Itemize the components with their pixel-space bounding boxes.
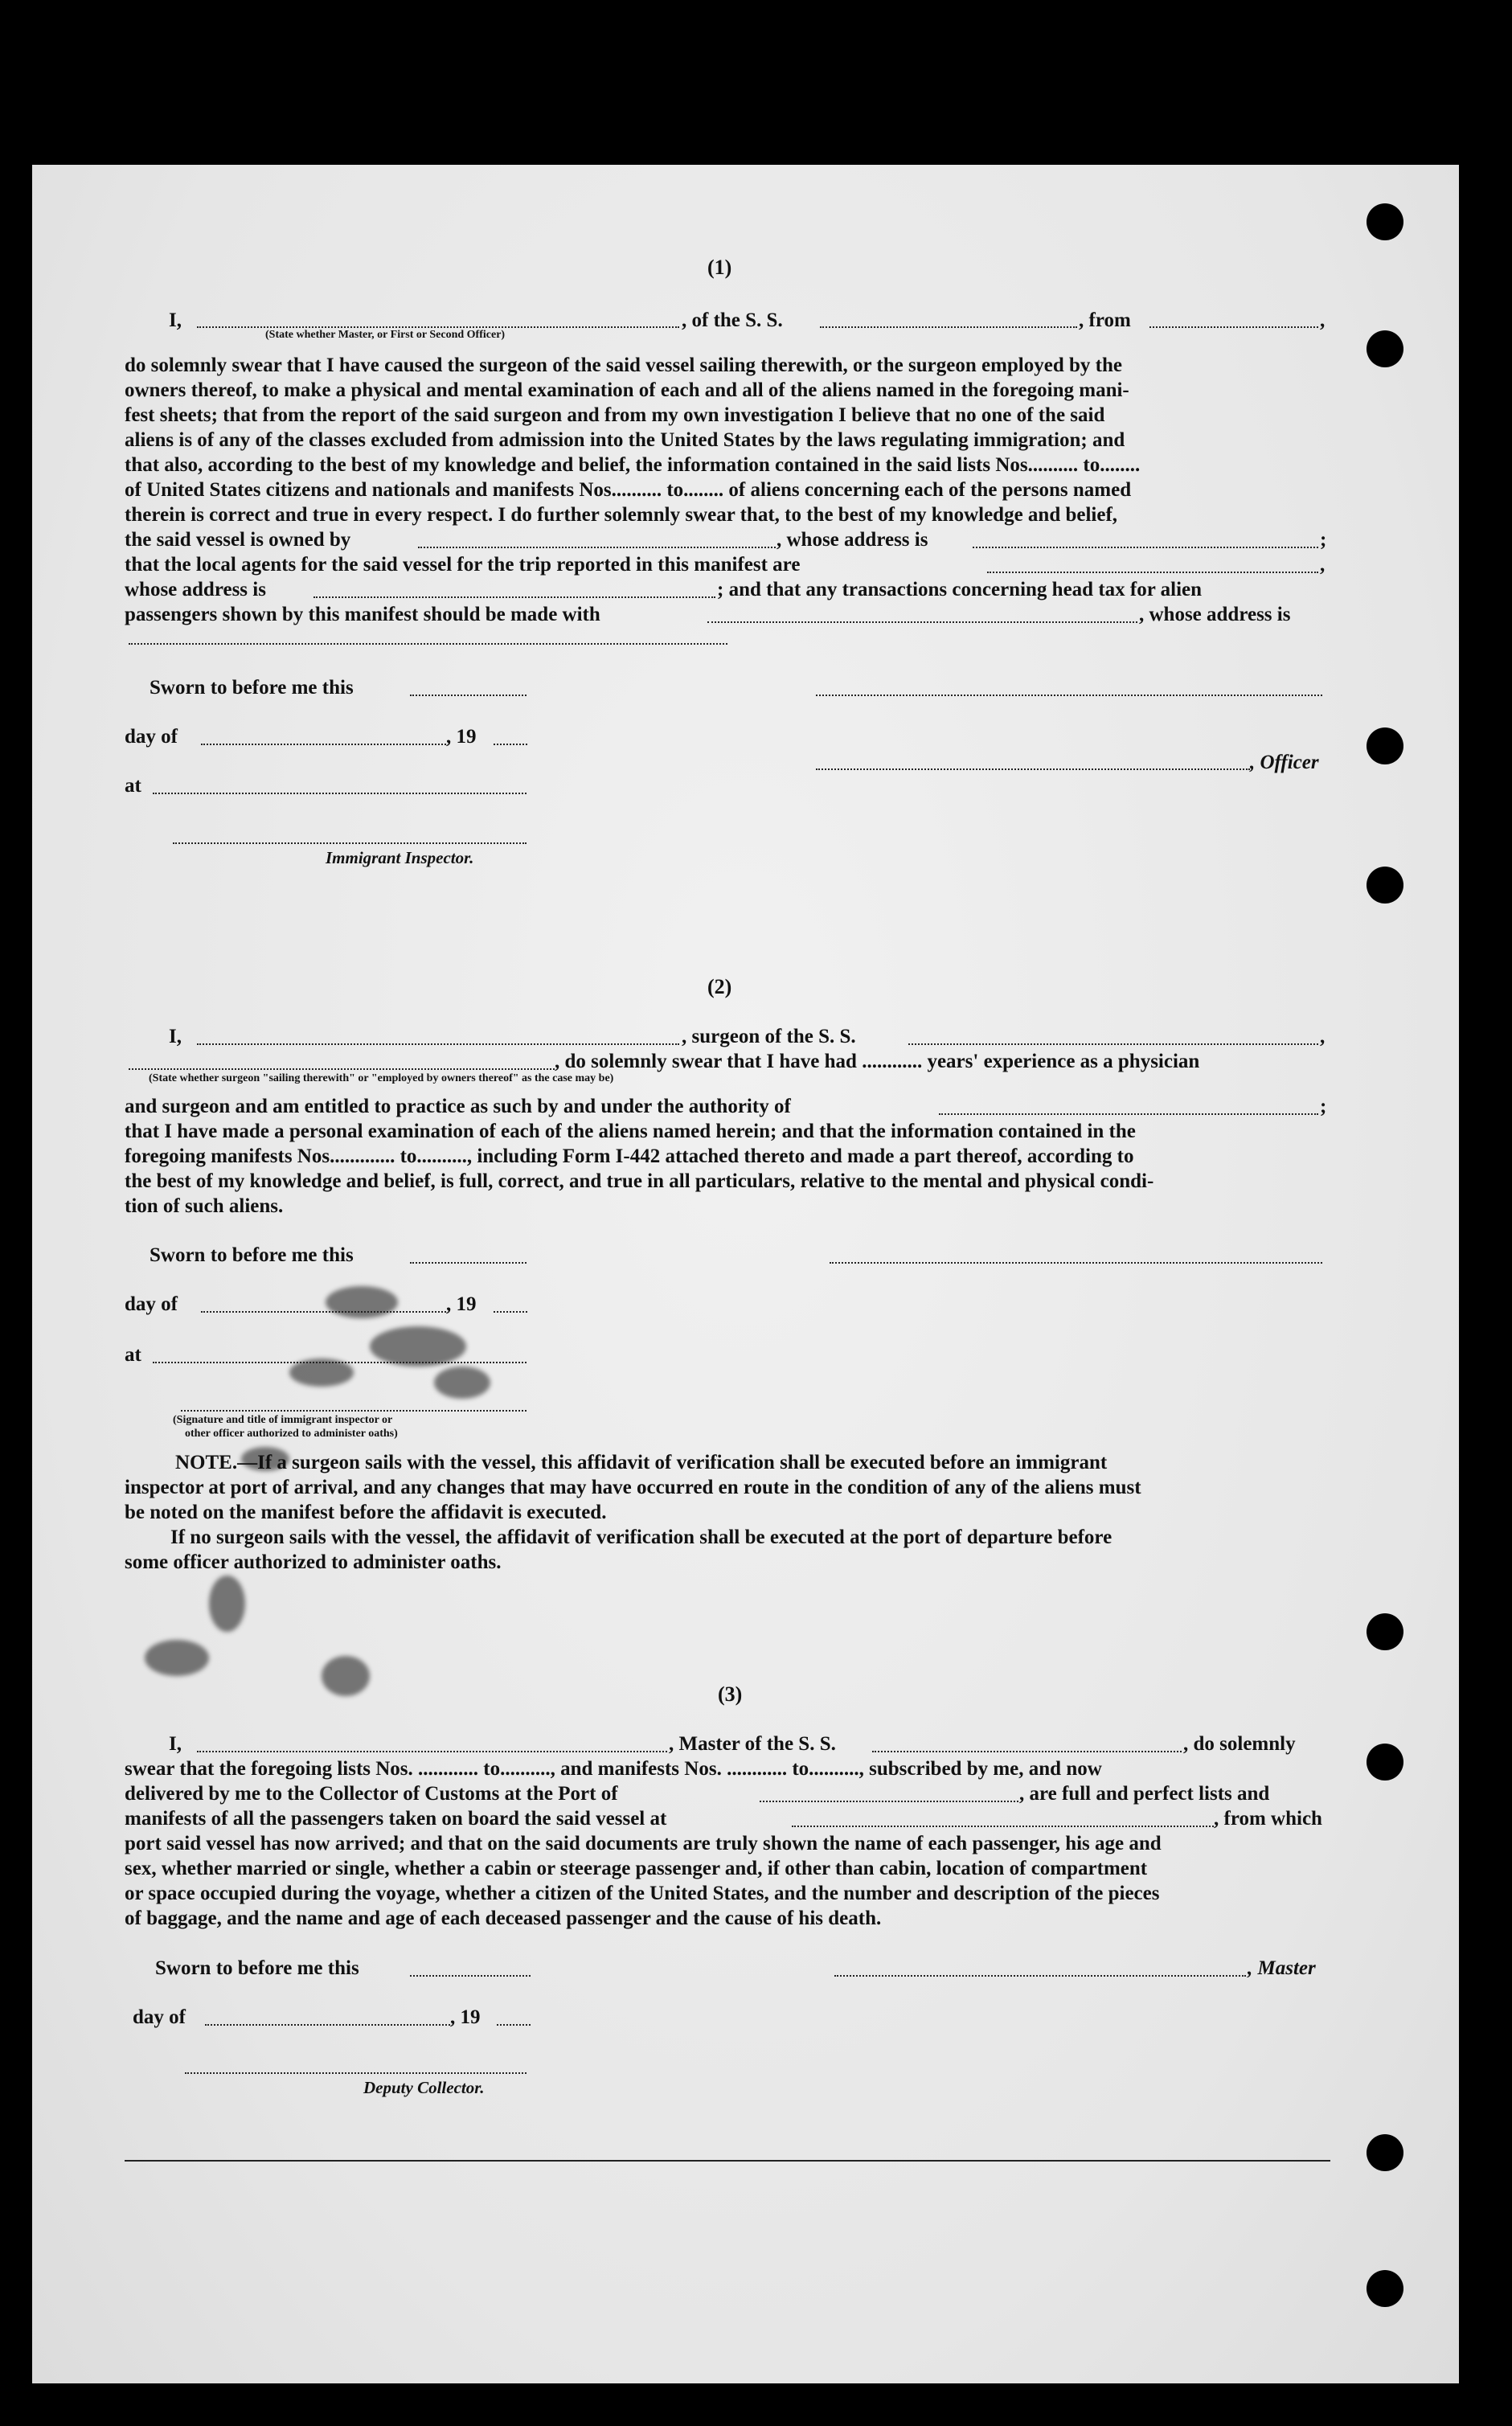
do-solemnly-years-text: , do solemnly swear that I have had ............ years' experience as a physician — [555, 1051, 1200, 1072]
immigrant-inspector-label: Immigrant Inspector. — [326, 848, 474, 867]
owner-address-line — [973, 547, 1318, 548]
manifests-all-label: manifests of all the passengers taken on board the said vessel at — [125, 1808, 667, 1830]
s3-do-solemnly: , do solemnly — [1183, 1733, 1296, 1755]
deputy-collector-label: Deputy Collector. — [363, 2078, 485, 2097]
s2-sworn-label: Sworn to before me this — [150, 1244, 354, 1266]
passengers-shown-label: passengers shown by this manifest should be made with — [125, 604, 600, 625]
ink-smudge — [326, 1286, 398, 1318]
signature-note-1: (Signature and title of immigrant inspector or — [173, 1414, 393, 1426]
from-which-text: , from which — [1214, 1808, 1322, 1830]
surgeon-of-ss-label: , surgeon of the S. S. — [682, 1026, 856, 1047]
section-2-i: I, — [169, 1026, 182, 1047]
note-line-1: NOTE.—If a surgeon sails with the vessel, this affidavit of verification shall be executed before an immigrant — [175, 1452, 1108, 1473]
s3-master-name-line — [197, 1751, 667, 1752]
section-1-line-7: therein is correct and true in every respect. I do further solemnly swear that, to the best of my knowledge and belief, — [125, 504, 1118, 526]
comma: , — [1320, 554, 1326, 576]
s2-day-line — [201, 1311, 446, 1313]
section-3-i: I, — [169, 1733, 182, 1755]
head-tax-text: ; and that any transactions concerning head tax for alien — [717, 579, 1203, 600]
note-line-5: some officer authorized to administer oaths. — [125, 1551, 502, 1573]
section-2-number: (2) — [707, 975, 732, 998]
s3-year-line — [497, 2024, 531, 2026]
s1-at-label: at — [125, 775, 141, 797]
from-port-line — [1149, 326, 1318, 328]
owner-address-label: , whose address is — [776, 529, 928, 551]
s3-sworn-line — [410, 1975, 531, 1977]
section-1-line-6: of United States citizens and nationals and manifests Nos.......... to........ of aliens concerning each of the persons named — [125, 479, 1132, 501]
s2-vessel-line — [908, 1043, 1318, 1045]
s1-year-label: , 19 — [446, 726, 477, 748]
section-1-from: , from — [1079, 309, 1131, 331]
section-1-line-3: fest sheets; that from the report of the said surgeon and from my own investigation I believe that no one of the said — [125, 404, 1105, 426]
s3-day-line — [205, 2024, 450, 2026]
s2-year-label: , 19 — [446, 1293, 477, 1315]
section-1-of-ss: , of the S. S. — [682, 309, 783, 331]
master-label: , Master — [1248, 1957, 1316, 1979]
s2-sworn-line — [410, 1262, 527, 1264]
section-1-state-note: (State whether Master, or First or Second Officer) — [265, 329, 506, 341]
note-line-2: inspector at port of arrival, and any changes that may have occurred en route in the condition of any of the aliens must — [125, 1477, 1141, 1498]
section-3-line-4: of baggage, and the name and age of each deceased passenger and the cause of his death. — [125, 1908, 882, 1929]
signature-note-2: other officer authorized to administer oaths) — [185, 1428, 398, 1440]
section-2-state-note: (State whether surgeon "sailing therewith" or "employed by owners thereof" as the case may be) — [149, 1072, 614, 1084]
punch-hole — [1367, 2134, 1403, 2171]
local-agents-line — [987, 572, 1318, 573]
officer-signature-line-2 — [816, 768, 1250, 770]
punch-hole — [1367, 1744, 1403, 1781]
section-3-line-3: or space occupied during the voyage, whether a citizen of the United States, and the number and description of the pieces — [125, 1883, 1160, 1904]
collector-line — [185, 2072, 527, 2074]
section-2-line-3: the best of my knowledge and belief, is full, correct, and true in all particulars, relative to the mental and physical condi- — [125, 1170, 1154, 1192]
note-line-3: be noted on the manifest before the affidavit is executed. — [125, 1502, 607, 1523]
punch-hole — [1367, 867, 1403, 904]
s1-inspector-line — [173, 842, 527, 844]
note-line-4: If no surgeon sails with the vessel, the affidavit of verification shall be executed at the port of departure before — [170, 1526, 1112, 1548]
section-1-i: I, — [169, 309, 182, 331]
surgeon-name-line — [197, 1043, 679, 1045]
s3-sworn-label: Sworn to before me this — [155, 1957, 359, 1979]
port-line — [760, 1801, 1018, 1802]
head-tax-address-label: , whose address is — [1139, 604, 1291, 625]
section-2-line-4: tion of such aliens. — [125, 1195, 284, 1217]
section-1-line-2: owners thereof, to make a physical and mental examination of each and all of the aliens named in the foregoing mani- — [125, 379, 1129, 401]
comma: , — [1320, 309, 1326, 331]
embark-port-line — [792, 1826, 1214, 1827]
authority-line — [939, 1113, 1318, 1115]
punch-hole — [1367, 2270, 1403, 2307]
section-2-line-2: foregoing manifests Nos............. to.........., including Form I-442 attached thereto and made a part thereof, according to — [125, 1145, 1134, 1167]
ink-smudge — [322, 1656, 370, 1696]
section-3-line-2: sex, whether married or single, whether a cabin or steerage passenger and, if other than cabin, location of compartment — [125, 1858, 1148, 1879]
section-2-line-1: that I have made a personal examination of each of the aliens named herein; and that the information contained in the — [125, 1121, 1136, 1142]
local-agents-label: that the local agents for the said vessel for the trip reported in this manifest are — [125, 554, 801, 576]
surgeon-status-line — [129, 1068, 555, 1070]
s2-at-label: at — [125, 1344, 141, 1366]
punch-hole — [1367, 1613, 1403, 1650]
s2-at-line — [153, 1362, 527, 1363]
swear-lists-text: swear that the foregoing lists Nos. ............ to.........., and manifests Nos. ............ to.........., subscribed by me, and now — [125, 1758, 1102, 1780]
bottom-rule — [125, 2160, 1330, 2162]
owned-by-label: the said vessel is owned by — [125, 529, 351, 551]
s3-day-of-label: day of — [133, 2006, 186, 2028]
ink-smudge — [434, 1367, 490, 1399]
punch-hole — [1367, 203, 1403, 240]
officer-label: , Officer — [1250, 752, 1319, 773]
s1-day-of-label: day of — [125, 726, 178, 748]
s1-at-line — [153, 793, 527, 794]
agents-address-label: whose address is — [125, 579, 266, 600]
ink-smudge — [145, 1640, 209, 1676]
section-1-line-1: do solemnly swear that I have caused the surgeon of the said vessel sailing therewith, or the surgeon employed by the — [125, 354, 1122, 376]
ink-smudge — [370, 1326, 466, 1367]
s1-day-line — [201, 744, 446, 745]
semicolon: ; — [1320, 1096, 1327, 1117]
head-tax-agent-line — [707, 621, 1137, 623]
section-3-number: (3) — [718, 1682, 743, 1706]
punch-hole — [1367, 727, 1403, 764]
surgeon-authority-label: and surgeon and am entitled to practice as such by and under the authority of — [125, 1096, 791, 1117]
s3-year-label: , 19 — [450, 2006, 481, 2028]
owner-line — [418, 547, 776, 548]
head-tax-address-line — [129, 643, 727, 645]
section-3-line-1: port said vessel has now arrived; and that on the said documents are truly shown the name of each passenger, his age and — [125, 1833, 1162, 1854]
surgeon-signature-line — [830, 1262, 1322, 1264]
s2-inspector-line — [181, 1410, 527, 1412]
punch-hole — [1367, 330, 1403, 367]
s2-year-line — [494, 1311, 527, 1313]
officer-signature-line-1 — [816, 695, 1322, 696]
master-signature-line — [834, 1975, 1246, 1977]
s1-year-line — [494, 744, 527, 745]
section-1-line-4: aliens is of any of the classes excluded from admission into the United States by the laws regulating immigration; and — [125, 429, 1125, 451]
vessel-name-line — [820, 326, 1077, 328]
section-1-line-5: that also, according to the best of my knowledge and belief, the information contained in the said lists Nos.......... to........ — [125, 454, 1141, 476]
section-1-number: (1) — [707, 256, 732, 279]
master-of-ss-label: , Master of the S. S. — [669, 1733, 836, 1755]
agents-address-line — [313, 596, 715, 598]
ink-smudge — [209, 1576, 245, 1632]
s3-vessel-line — [872, 1751, 1182, 1752]
s1-sworn-line — [410, 695, 527, 696]
delivered-label: delivered by me to the Collector of Customs at the Port of — [125, 1783, 618, 1805]
full-perfect-text: , are full and perfect lists and — [1019, 1783, 1270, 1805]
comma: , — [1320, 1026, 1326, 1047]
semicolon: ; — [1320, 529, 1327, 551]
s1-sworn-label: Sworn to before me this — [150, 677, 354, 699]
s2-day-of-label: day of — [125, 1293, 178, 1315]
